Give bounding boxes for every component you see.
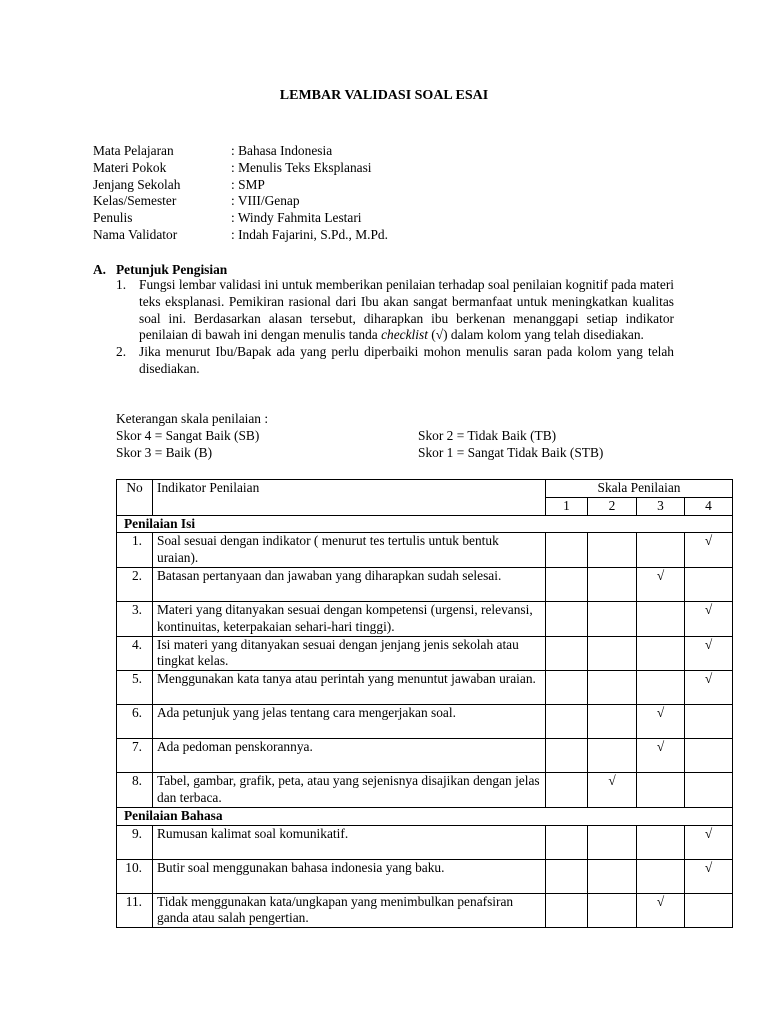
header-score: 4: [685, 497, 733, 515]
identity-label: Mata Pelajaran: [93, 143, 174, 158]
table-row: [117, 636, 733, 671]
row-number: 9.: [117, 825, 153, 859]
score-cell-4[interactable]: [685, 825, 733, 859]
identity-value: : Bahasa Indonesia: [231, 143, 333, 158]
header-indicator: Indikator Penilaian: [153, 480, 546, 516]
table-section-row: [117, 515, 733, 533]
identity-label: Materi Pokok: [93, 159, 167, 175]
scale-entry: Skor 3 = Baik (B): [116, 444, 213, 460]
score-cell-1[interactable]: [546, 825, 588, 859]
table-section-row: [117, 807, 733, 825]
score-cell-2[interactable]: [588, 567, 637, 601]
identity-row: [93, 160, 388, 177]
identity-label: Nama Validator: [93, 226, 178, 242]
row-number: 4.: [117, 636, 153, 671]
table-row: [117, 893, 733, 928]
score-cell-4[interactable]: [685, 567, 733, 601]
scale-row: [116, 428, 676, 445]
check-mark-icon: √: [656, 893, 665, 909]
identity-label: Jenjang Sekolah: [93, 176, 181, 192]
row-number: 7.: [117, 739, 153, 773]
score-cell-3[interactable]: [637, 601, 685, 636]
table-row: [117, 773, 733, 808]
section-title-cell: Penilaian Isi: [117, 515, 733, 533]
identity-block: [93, 143, 388, 244]
row-number: 5.: [117, 671, 153, 705]
row-indicator: Rumusan kalimat soal komunikatif.: [153, 825, 546, 859]
instruction-text: Jika menurut Ibu/Bapak ada yang perlu diperbaiki mohon menulis saran pada kolom yang telah disediakan.: [139, 344, 674, 376]
check-mark-icon: √: [704, 533, 713, 549]
score-cell-1[interactable]: [546, 893, 588, 928]
scale-entry: Skor 2 = Tidak Baik (TB): [418, 427, 557, 443]
score-cell-1[interactable]: [546, 773, 588, 808]
instruction-item: [116, 277, 674, 344]
header-score: 3: [637, 497, 685, 515]
header-score: 2: [588, 497, 637, 515]
score-cell-3[interactable]: [637, 739, 685, 773]
scale-entry: Skor 4 = Sangat Baik (SB): [116, 427, 260, 443]
row-number: 2.: [117, 567, 153, 601]
header-scale: Skala Penilaian: [546, 480, 733, 498]
score-cell-3[interactable]: [637, 705, 685, 739]
score-cell-4[interactable]: [685, 773, 733, 808]
row-number: 8.: [117, 773, 153, 808]
score-cell-2[interactable]: [588, 859, 637, 893]
score-cell-2[interactable]: [588, 705, 637, 739]
score-cell-2[interactable]: [588, 773, 637, 808]
table-row: [117, 533, 733, 568]
check-mark-icon: √: [656, 705, 665, 721]
identity-row: [93, 143, 388, 160]
instruction-item: [116, 344, 674, 378]
row-number: 11.: [117, 893, 153, 928]
score-cell-2[interactable]: [588, 825, 637, 859]
score-cell-4[interactable]: [685, 739, 733, 773]
table-row: [117, 705, 733, 739]
score-cell-3[interactable]: [637, 859, 685, 893]
identity-row: [93, 227, 388, 244]
score-cell-3[interactable]: [637, 773, 685, 808]
scale-row: [116, 445, 676, 462]
row-number: 3.: [117, 601, 153, 636]
row-indicator: Butir soal menggunakan bahasa indonesia yang baku.: [153, 859, 546, 893]
score-cell-2[interactable]: [588, 893, 637, 928]
instruction-text-part: (√) dalam kolom yang telah disediakan.: [427, 327, 644, 343]
table-row: [117, 859, 733, 893]
score-cell-4[interactable]: [685, 705, 733, 739]
check-mark-icon: √: [704, 825, 713, 841]
check-mark-icon: √: [704, 671, 713, 687]
header-no: No: [117, 480, 153, 516]
section-title: Petunjuk Pengisian: [116, 262, 228, 277]
row-indicator: Menggunakan kata tanya atau perintah yang menuntut jawaban uraian.: [153, 671, 546, 705]
identity-value: : Indah Fajarini, S.Pd., M.Pd.: [231, 226, 388, 242]
row-indicator: Soal sesuai dengan indikator ( menurut tes tertulis untuk bentuk uraian).: [153, 533, 546, 568]
check-mark-icon: √: [704, 601, 713, 617]
check-mark-icon: √: [608, 773, 616, 789]
score-cell-4[interactable]: [685, 859, 733, 893]
row-indicator: Tabel, gambar, grafik, peta, atau yang sejenisnya disajikan dengan jelas dan terbaca.: [153, 773, 546, 808]
identity-label: Kelas/Semester: [93, 193, 177, 209]
instruction-list: [116, 277, 674, 378]
check-mark-icon: √: [656, 739, 665, 755]
instruction-number: 2.: [116, 344, 127, 360]
identity-value: : VIII/Genap: [231, 193, 300, 209]
instruction-text-part: Fungsi lembar validasi ini untuk memberikan penilaian terhadap soal penilaian kognitif pada materi teks eksplanasi. Pemikiran rasional dari Ibu akan sangat bermanfaat untuk meningkatkan kualitas soal ini. Berdasarkan alasan tersebut, diharapkan ibu berkenan menanggapi setiap indikator penilaian di bawah ini dengan menulis tanda: [139, 277, 674, 343]
score-cell-3[interactable]: [637, 893, 685, 928]
check-mark-icon: √: [656, 567, 665, 583]
table-header-row: [117, 480, 733, 498]
identity-row: [93, 210, 388, 227]
row-number: 1.: [117, 533, 153, 568]
scale-legend: [116, 411, 676, 461]
instruction-text: [139, 277, 674, 344]
score-cell-1[interactable]: [546, 671, 588, 705]
validation-table: [116, 479, 733, 928]
score-cell-1[interactable]: [546, 739, 588, 773]
row-indicator: Isi materi yang ditanyakan sesuai dengan jenjang jenis sekolah atau tingkat kelas.: [153, 636, 546, 671]
score-cell-4[interactable]: [685, 601, 733, 636]
check-mark-icon: √: [704, 636, 713, 652]
score-cell-2[interactable]: [588, 533, 637, 568]
table-row: [117, 567, 733, 601]
instruction-italic: checklist: [381, 327, 428, 343]
table-row: [117, 671, 733, 705]
score-cell-1[interactable]: [546, 601, 588, 636]
score-cell-3[interactable]: [637, 533, 685, 568]
scale-entry: Skor 1 = Sangat Tidak Baik (STB): [418, 444, 604, 460]
identity-row: [93, 193, 388, 210]
identity-label: Penulis: [93, 210, 133, 226]
table-row: [117, 825, 733, 859]
score-cell-1[interactable]: [546, 533, 588, 568]
score-cell-1[interactable]: [546, 859, 588, 893]
score-cell-2[interactable]: [588, 671, 637, 705]
identity-row: [93, 177, 388, 194]
instruction-number: 1.: [116, 277, 127, 292]
score-cell-3[interactable]: [637, 825, 685, 859]
section-title-cell: Penilaian Bahasa: [117, 807, 733, 825]
row-indicator: Materi yang ditanyakan sesuai dengan kompetensi (urgensi, relevansi, kontinuitas, keterpakaian sehari-hari tinggi).: [153, 601, 546, 636]
row-indicator: Batasan pertanyaan dan jawaban yang diharapkan sudah selesai.: [153, 567, 546, 601]
section-number: A.: [93, 262, 107, 277]
identity-value: : SMP: [231, 176, 265, 192]
score-cell-1[interactable]: [546, 567, 588, 601]
table-row: [117, 601, 733, 636]
row-indicator: Ada pedoman penskorannya.: [153, 739, 546, 773]
score-cell-2[interactable]: [588, 636, 637, 671]
score-cell-1[interactable]: [546, 636, 588, 671]
row-number: 10.: [117, 859, 153, 893]
score-cell-3[interactable]: [637, 671, 685, 705]
score-cell-2[interactable]: [588, 739, 637, 773]
document-title: LEMBAR VALIDASI SOAL ESAI: [279, 88, 489, 103]
header-score: 1: [546, 497, 588, 515]
check-mark-icon: √: [704, 859, 713, 875]
score-cell-4[interactable]: [685, 533, 733, 568]
identity-value: : Windy Fahmita Lestari: [231, 210, 362, 226]
table-row: [117, 739, 733, 773]
score-cell-1[interactable]: [546, 705, 588, 739]
scale-heading: Keterangan skala penilaian :: [116, 411, 269, 426]
score-cell-4[interactable]: [685, 893, 733, 928]
score-cell-4[interactable]: [685, 671, 733, 705]
score-cell-3[interactable]: [637, 636, 685, 671]
row-indicator: Tidak menggunakan kata/ungkapan yang menimbulkan penafsiran ganda atau salah pengertian.: [153, 893, 546, 928]
row-indicator: Ada petunjuk yang jelas tentang cara mengerjakan soal.: [153, 705, 546, 739]
score-cell-2[interactable]: [588, 601, 637, 636]
score-cell-3[interactable]: [637, 567, 685, 601]
row-number: 6.: [117, 705, 153, 739]
score-cell-4[interactable]: [685, 636, 733, 671]
identity-value: : Menulis Teks Eksplanasi: [231, 159, 372, 175]
